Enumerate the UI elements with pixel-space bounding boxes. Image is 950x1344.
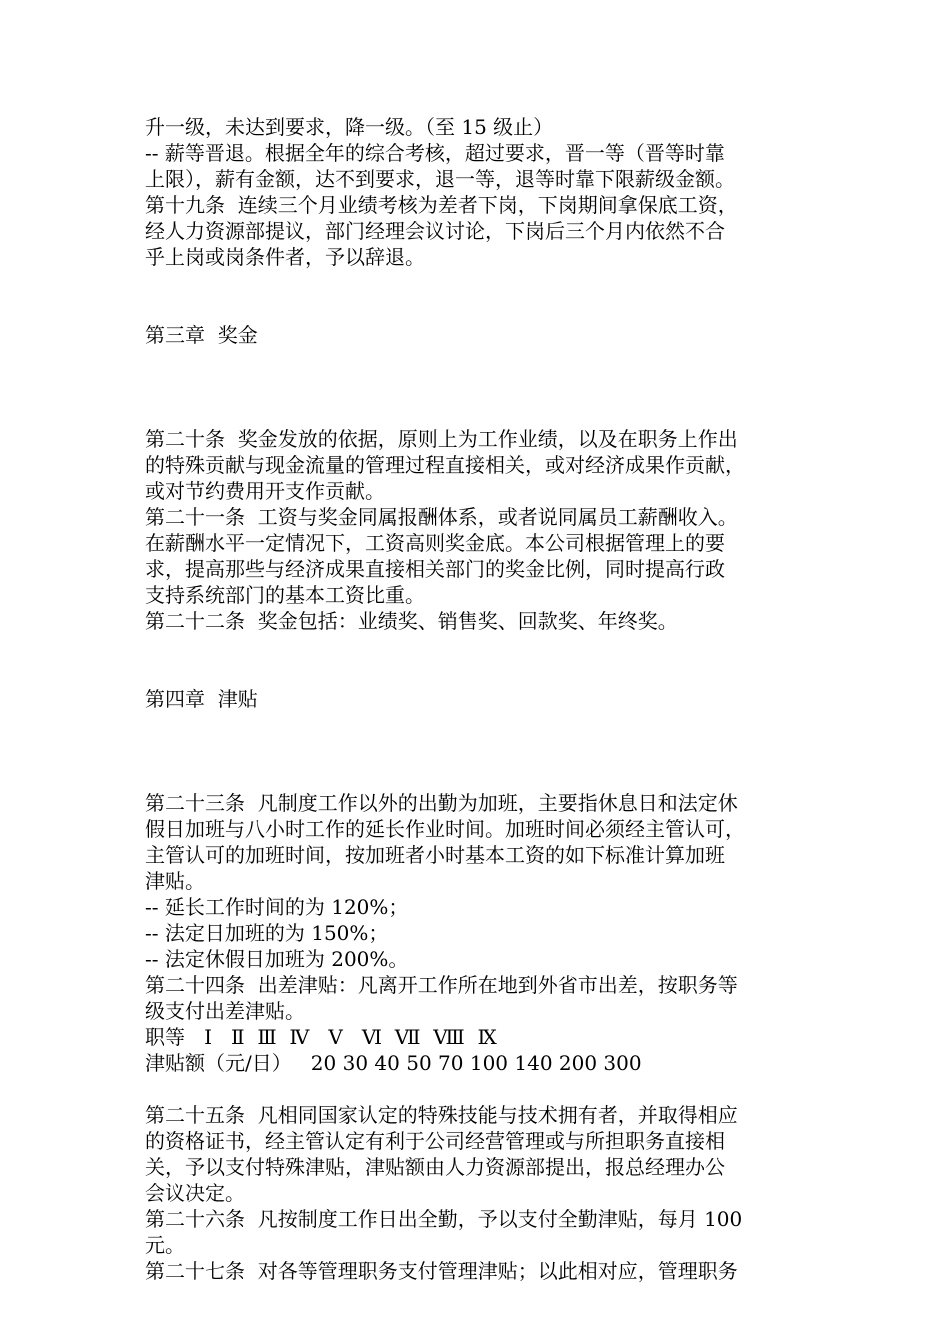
text-line: 关，予以支付特殊津贴，津贴额由人力资源部提出，报总经理办公: [145, 1155, 725, 1179]
text-line: 在薪酬水平一定情况下，工资高则奖金底。本公司根据管理上的要: [145, 531, 725, 555]
text-line: 第三章 奖金: [145, 323, 258, 347]
text-line: 主管认可的加班时间，按加班者小时基本工资的如下标准计算加班: [145, 843, 725, 867]
text-line: 第二十六条 凡按制度工作日出全勤，予以支付全勤津贴，每月 100: [145, 1207, 743, 1231]
text-line: 升一级，未达到要求，降一级。（至 15 级止）: [145, 115, 554, 139]
text-line: 求，提高那些与经济成果直接相关部门的奖金比例，同时提高行政: [145, 557, 725, 581]
text-line: 第二十五条 凡相同国家认定的特殊技能与技术拥有者，并取得相应: [145, 1103, 738, 1127]
text-line: 乎上岗或岗条件者，予以辞退。: [145, 245, 425, 269]
text-line: 第四章 津贴: [145, 687, 258, 711]
text-line: 或对节约费用开支作贡献。: [145, 479, 385, 503]
text-line: 第二十七条 对各等管理职务支付管理津贴；以此相对应，管理职务: [145, 1259, 738, 1283]
text-line: 第二十条 奖金发放的依据，原则上为工作业绩，以及在职务上作出: [145, 427, 738, 451]
document-body: [145, 114, 835, 1284]
text-line: [145, 634, 835, 660]
text-line: [145, 738, 835, 764]
text-line: [145, 400, 835, 426]
text-line: 津贴。: [145, 869, 205, 893]
text-line: 上限），薪有金额，达不到要求，退一等，退等时靠下限薪级金额。: [145, 167, 735, 191]
text-line: 津贴额（元/日） 20 30 40 50 70 100 140 200 300: [145, 1051, 642, 1075]
text-line: 会议决定。: [145, 1181, 245, 1205]
text-line: [145, 712, 835, 738]
text-line: 级支付出差津贴。: [145, 999, 305, 1023]
text-line: 元。: [145, 1233, 185, 1257]
text-line: 假日加班与八小时工作的延长作业时间。加班时间必须经主管认可，: [145, 817, 745, 841]
text-line: [145, 348, 835, 374]
text-line: -- 法定日加班的为 150%；: [145, 921, 389, 945]
text-line: 第二十二条 奖金包括：业绩奖、销售奖、回款奖、年终奖。: [145, 609, 678, 633]
text-line: [145, 660, 835, 686]
text-line: 第二十三条 凡制度工作以外的出勤为加班，主要指休息日和法定休: [145, 791, 738, 815]
text-line: 的特殊贡献与现金流量的管理过程直接相关，或对经济成果作贡献，: [145, 453, 745, 477]
text-line: [145, 296, 835, 322]
text-line: -- 法定休假日加班为 200%。: [145, 947, 409, 971]
text-line: [145, 764, 835, 790]
text-line: [145, 270, 835, 296]
text-line: 的资格证书，经主管认定有利于公司经营管理或与所担职务直接相: [145, 1129, 725, 1153]
text-line: 第二十四条 出差津贴：凡离开工作所在地到外省市出差，按职务等: [145, 973, 738, 997]
text-line: 第十九条 连续三个月业绩考核为差者下岗，下岗期间拿保底工资，: [145, 193, 738, 217]
text-line: -- 薪等晋退。根据全年的综合考核，超过要求，晋一等（晋等时靠: [145, 141, 725, 165]
text-line: 职等 Ⅰ Ⅱ Ⅲ Ⅳ Ⅴ Ⅵ Ⅶ Ⅷ Ⅸ: [145, 1025, 497, 1049]
text-line: [145, 1076, 835, 1102]
text-line: [145, 374, 835, 400]
text-line: 支持系统部门的基本工资比重。: [145, 583, 425, 607]
text-line: 第二十一条 工资与奖金同属报酬体系，或者说同属员工薪酬收入。: [145, 505, 738, 529]
text-line: -- 延长工作时间的为 120%；: [145, 895, 409, 919]
text-line: 经人力资源部提议，部门经理会议讨论，下岗后三个月内依然不合: [145, 219, 725, 243]
